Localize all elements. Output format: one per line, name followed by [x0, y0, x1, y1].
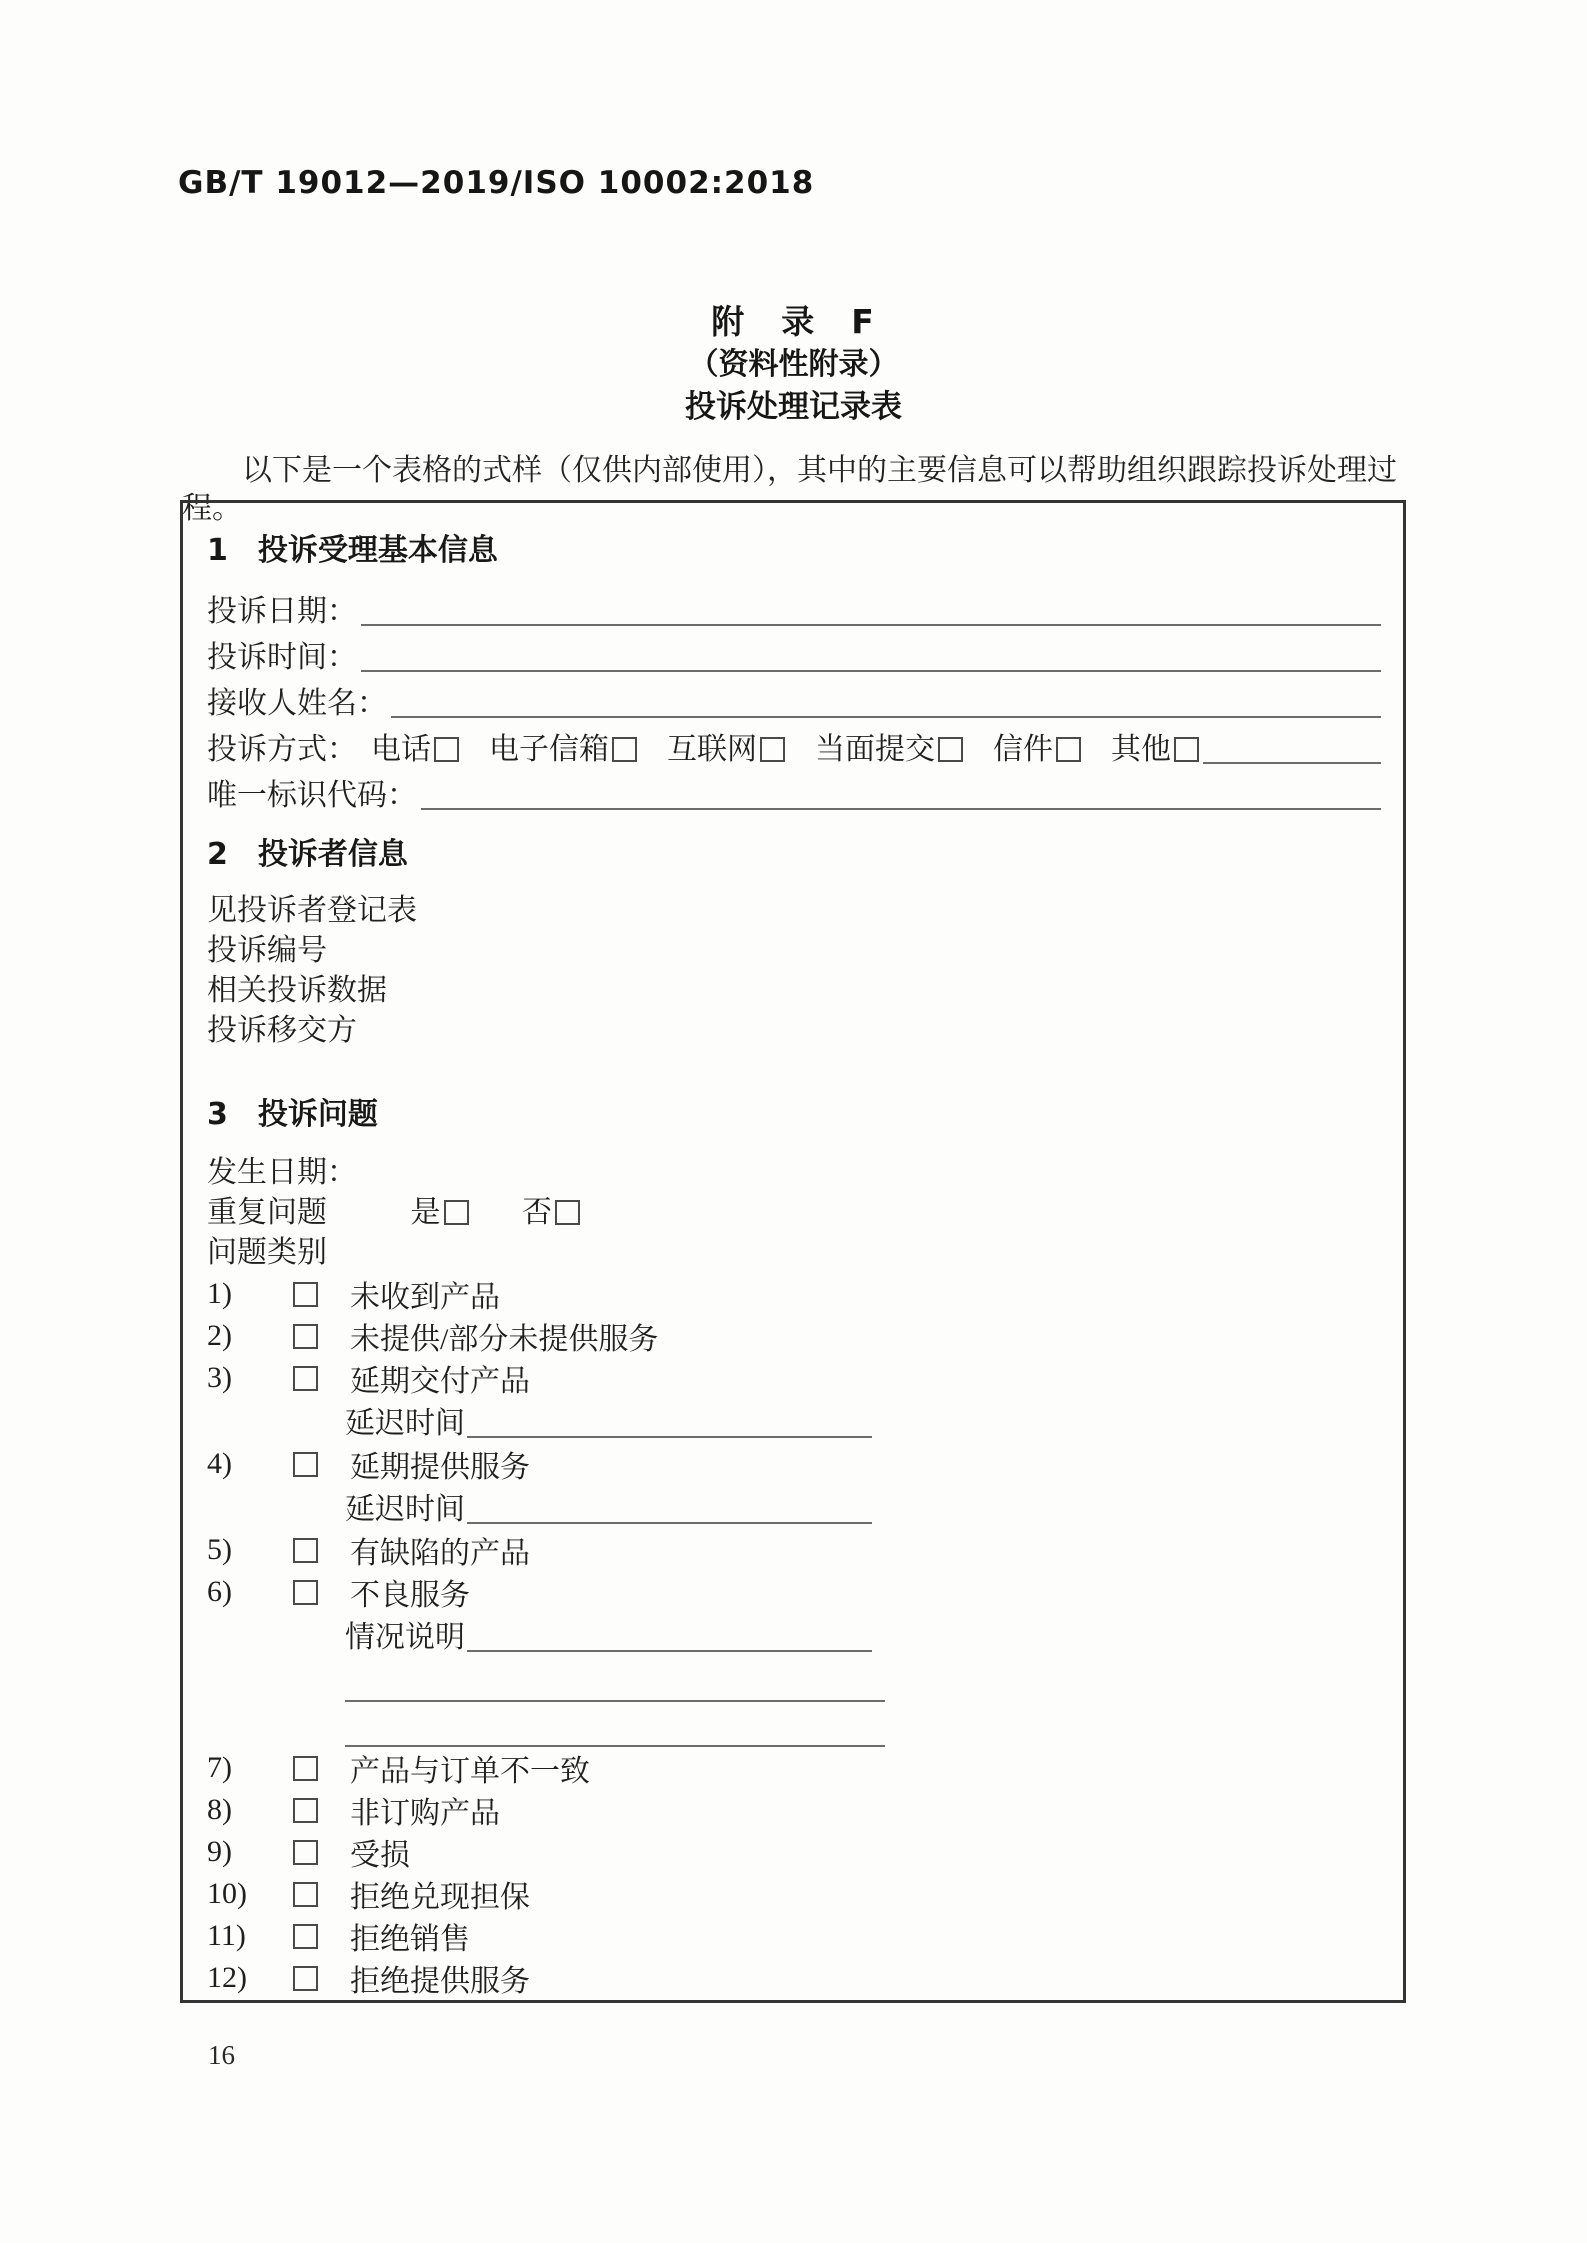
intro-paragraph: 以下是一个表格的式样（仅供内部使用），其中的主要信息可以帮助组织跟踪投诉处理过程。: [182, 454, 1397, 525]
problem-item-9: [207, 1831, 1383, 1873]
option-label: 电子信箱: [489, 733, 609, 766]
checkbox-icon: [444, 1200, 469, 1225]
checkbox-icon: [612, 737, 637, 762]
checkbox-icon: [293, 1452, 318, 1477]
checkbox-icon: [293, 1366, 318, 1391]
section-1-heading: 1 投诉受理基本信息: [207, 533, 498, 568]
appendix-note: （资料性附录）: [688, 347, 899, 382]
checkbox-icon: [293, 1882, 318, 1907]
item-label: 产品与订单不一致: [350, 1755, 590, 1788]
complaint-form-box: [180, 500, 1406, 2003]
item-label: 延期交付产品: [350, 1365, 530, 1398]
blank-line: [345, 1657, 885, 1702]
page-number: 16: [208, 2040, 235, 2070]
item-number: 6): [207, 1575, 232, 1608]
checkbox-icon: [293, 1282, 318, 1307]
item-label: 非订购产品: [350, 1797, 500, 1830]
problem-item-11: [207, 1915, 1383, 1957]
field-receiver-name: [207, 677, 1383, 723]
appendix-title: 附 录 F: [711, 302, 876, 341]
method-option-phone: [371, 731, 459, 769]
item-label: 拒绝提供服务: [350, 1965, 530, 1998]
item-label: 受损: [350, 1839, 410, 1872]
delay-time-field: [345, 1485, 1383, 1529]
checkbox-icon: [293, 1840, 318, 1865]
method-option-email: [489, 731, 637, 769]
checkbox-icon: [293, 1538, 318, 1563]
occurrence-date-label: 发生日期：: [207, 1156, 357, 1189]
section-3-heading: 3 投诉问题: [207, 1097, 378, 1132]
item-number: 11): [207, 1919, 246, 1952]
complainant-info-line: 投诉编号: [207, 934, 327, 967]
item-number: 1): [207, 1277, 232, 1310]
method-option-letter: [993, 731, 1081, 769]
item-number: 8): [207, 1793, 232, 1826]
problem-item-8: [207, 1789, 1383, 1831]
checkbox-icon: [1174, 737, 1199, 762]
item-number: 7): [207, 1751, 232, 1784]
blank-line: [361, 624, 1381, 626]
title-block: [0, 300, 1587, 428]
checkbox-icon: [760, 737, 785, 762]
problem-item-3: [207, 1357, 1383, 1399]
option-label: 当面提交: [815, 733, 935, 766]
field-label: 投诉方式：: [207, 733, 357, 766]
field-complaint-date: [207, 585, 1383, 631]
item-number: 3): [207, 1361, 232, 1394]
repeat-option-yes: [411, 1196, 469, 1229]
problem-item-2: [207, 1315, 1383, 1357]
problem-item-6: [207, 1571, 1383, 1613]
item-label: 未提供/部分未提供服务: [350, 1323, 659, 1356]
checkbox-icon: [938, 737, 963, 762]
blank-line: [421, 808, 1381, 810]
problem-item-1: [207, 1273, 1383, 1315]
delay-time-field: [345, 1399, 1383, 1443]
blank-line: [467, 1436, 872, 1438]
checkbox-icon: [293, 1798, 318, 1823]
item-number: 2): [207, 1319, 232, 1352]
standard-code-header: GB/T 19012—2019/ISO 10002:2018: [178, 165, 815, 201]
item-label: 未收到产品: [350, 1281, 500, 1314]
blank-line: [391, 716, 1381, 718]
field-label: 投诉日期：: [207, 595, 357, 628]
item-label: 拒绝销售: [350, 1923, 470, 1956]
item-label: 拒绝兑现担保: [350, 1881, 530, 1914]
field-label: 唯一标识代码：: [207, 779, 417, 812]
repeat-problem-row: [207, 1193, 1383, 1233]
method-option-in-person: [815, 731, 963, 769]
method-option-internet: [667, 731, 785, 769]
section-2-heading: 2 投诉者信息: [207, 837, 408, 872]
option-label: 否: [522, 1196, 552, 1229]
blank-line: [1203, 762, 1381, 764]
checkbox-icon: [293, 1966, 318, 1991]
problem-item-10: [207, 1873, 1383, 1915]
complainant-info-line: 投诉移交方: [207, 1014, 357, 1047]
option-label: 电话: [371, 733, 431, 766]
category-label: 问题类别: [207, 1236, 327, 1269]
checkbox-icon: [293, 1324, 318, 1349]
problem-item-5: [207, 1529, 1383, 1571]
item-label: 延期提供服务: [350, 1451, 530, 1484]
item-number: 9): [207, 1835, 232, 1868]
field-label: 投诉时间：: [207, 641, 357, 674]
field-complaint-method: [207, 723, 1383, 769]
item-label: 有缺陷的产品: [350, 1537, 530, 1570]
problem-item-4: [207, 1443, 1383, 1485]
item-number: 5): [207, 1533, 232, 1566]
checkbox-icon: [1056, 737, 1081, 762]
repeat-option-no: [522, 1196, 580, 1229]
checkbox-icon: [293, 1756, 318, 1781]
sub-field-label: 延迟时间: [345, 1493, 465, 1526]
checkbox-icon: [293, 1924, 318, 1949]
item-number: 12): [207, 1961, 247, 1994]
blank-line: [345, 1702, 885, 1747]
blank-line: [467, 1522, 872, 1524]
option-label: 其他: [1111, 733, 1171, 766]
checkbox-icon: [434, 737, 459, 762]
blank-line: [361, 670, 1381, 672]
complainant-info-line: 见投诉者登记表: [207, 894, 417, 927]
sub-field-label: 延迟时间: [345, 1407, 465, 1440]
option-label: 互联网: [667, 733, 757, 766]
item-number: 4): [207, 1447, 232, 1480]
sub-field-label: 情况说明: [345, 1621, 465, 1654]
field-complaint-time: [207, 631, 1383, 677]
item-label: 不良服务: [350, 1579, 470, 1612]
field-label: 接收人姓名：: [207, 687, 387, 720]
option-label: 信件: [993, 733, 1053, 766]
form-title: 投诉处理记录表: [685, 389, 902, 425]
repeat-problem-label: 重复问题: [207, 1196, 327, 1229]
field-unique-id-code: [207, 769, 1383, 815]
description-field: [345, 1613, 1383, 1657]
checkbox-icon: [555, 1200, 580, 1225]
problem-item-12: [207, 1957, 1383, 1999]
problem-item-7: [207, 1747, 1383, 1789]
item-number: 10): [207, 1877, 247, 1910]
checkbox-icon: [293, 1580, 318, 1605]
complainant-info-line: 相关投诉数据: [207, 974, 387, 1007]
option-label: 是: [410, 1196, 441, 1229]
method-option-other: [1111, 731, 1199, 769]
blank-line: [467, 1650, 872, 1652]
